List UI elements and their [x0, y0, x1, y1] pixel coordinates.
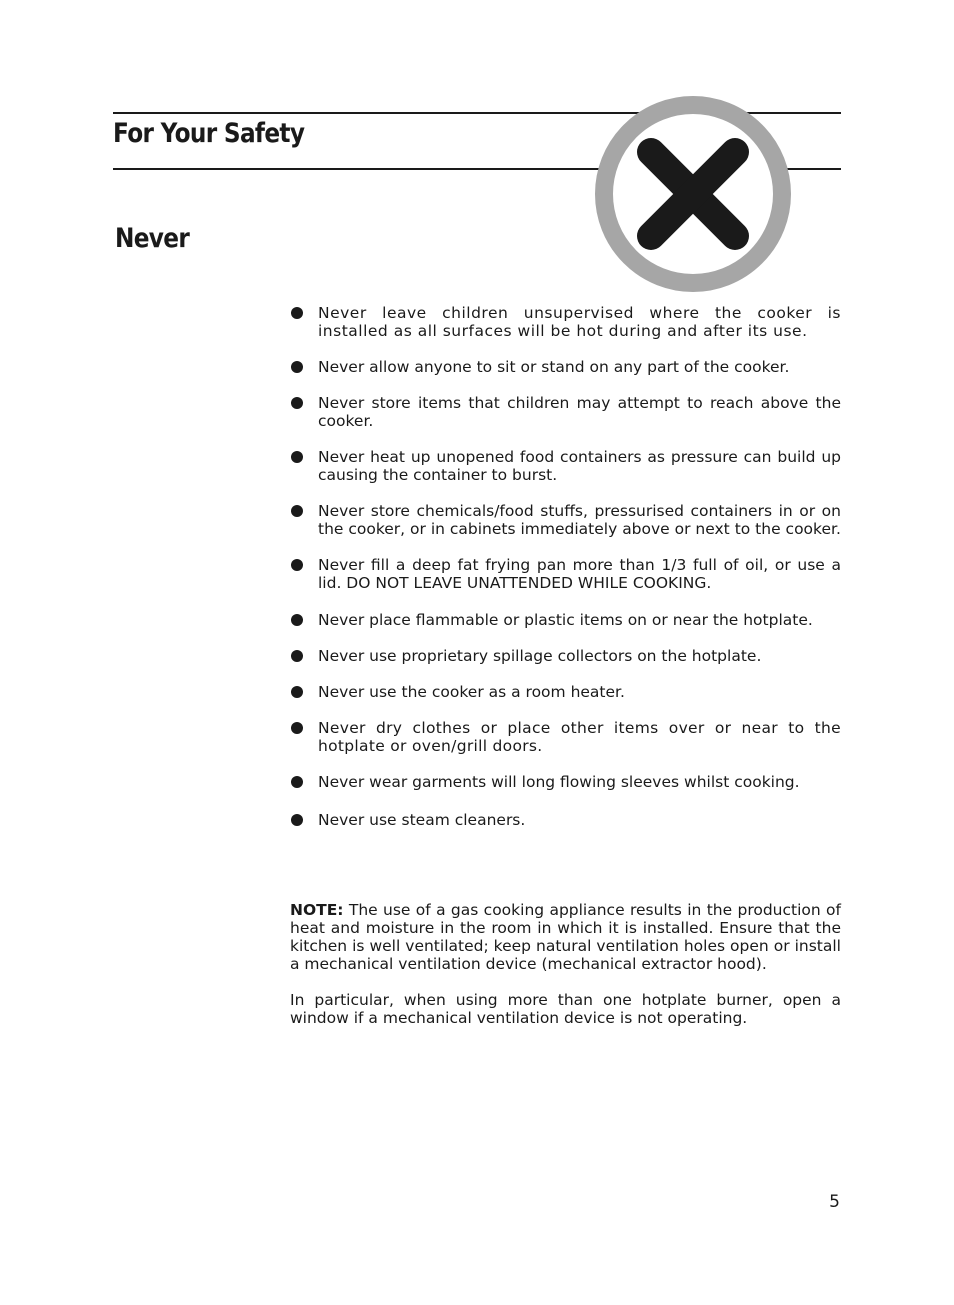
- bullet-dot-icon: [291, 397, 303, 409]
- list-item-text: Never place flammable or plastic items on or near the hotplate.: [318, 611, 813, 629]
- bullet-dot-icon: [291, 559, 303, 571]
- bullet-dot-icon: [291, 686, 303, 698]
- list-item-text: Never fill a deep fat frying pan more than 1/3 full of oil, or use a lid. DO NOT LEAVE UNATTENDED WHILE COOKING.: [318, 556, 841, 592]
- bullet-dot-icon: [291, 307, 303, 319]
- list-item-text: Never use steam cleaners.: [318, 811, 526, 829]
- list-item: [290, 611, 841, 629]
- list-item: [290, 394, 841, 430]
- bullet-dot-icon: [291, 722, 303, 734]
- list-item-text: Never store chemicals/food stuffs, pressurised containers in or on the cooker, or in cabinets immediately above or next to the cooker.: [318, 502, 841, 538]
- list-item-text: Never allow anyone to sit or stand on any part of the cooker.: [318, 358, 790, 376]
- list-item: [290, 647, 841, 665]
- list-item: [290, 358, 841, 376]
- list-item: [290, 773, 841, 791]
- bullet-dot-icon: [291, 650, 303, 662]
- list-item-text: Never heat up unopened food containers as pressure can build up causing the container to burst.: [318, 448, 841, 484]
- list-item: [290, 683, 841, 701]
- bullet-dot-icon: [291, 776, 303, 788]
- list-item-text: Never leave children unsupervised where the cooker is installed as all surfaces will be hot during and after its use.: [318, 304, 841, 340]
- ventilation-note: [290, 901, 841, 973]
- list-item: [290, 811, 841, 829]
- note-label: NOTE:: [290, 901, 344, 919]
- list-item-text: Never use proprietary spillage collectors on the hotplate.: [318, 647, 762, 665]
- list-item: [290, 304, 841, 340]
- list-item: [290, 448, 841, 484]
- bullet-dot-icon: [291, 505, 303, 517]
- list-item-text: Never wear garments will long flowing sleeves whilst cooking.: [318, 773, 800, 791]
- never-list: [290, 304, 841, 829]
- list-item: [290, 719, 841, 755]
- list-item: [290, 556, 841, 592]
- list-item: [290, 502, 841, 538]
- list-item-text: Never use the cooker as a room heater.: [318, 683, 625, 701]
- sub-title: Never: [115, 223, 190, 254]
- bullet-dot-icon: [291, 814, 303, 826]
- bullet-dot-icon: [291, 451, 303, 463]
- bullet-dot-icon: [291, 361, 303, 373]
- section-title: For Your Safety: [113, 118, 305, 149]
- prohibition-x-icon: [594, 95, 792, 293]
- page-number: 5: [829, 1192, 840, 1212]
- list-item-text: Never store items that children may attempt to reach above the cooker.: [318, 394, 841, 430]
- list-item-text: Never dry clothes or place other items over or near to the hotplate or oven/grill doors.: [318, 719, 841, 755]
- burner-note: In particular, when using more than one hotplate burner, open a window if a mechanical ventilation device is not operating.: [290, 991, 841, 1027]
- note-text: The use of a gas cooking appliance results in the production of heat and moisture in the room in which it is installed. Ensure that the kitchen is well ventilated; keep natural ventilation holes open or install a mechanical ventilation device (mechanical extractor hood).: [290, 901, 841, 973]
- bullet-dot-icon: [291, 614, 303, 626]
